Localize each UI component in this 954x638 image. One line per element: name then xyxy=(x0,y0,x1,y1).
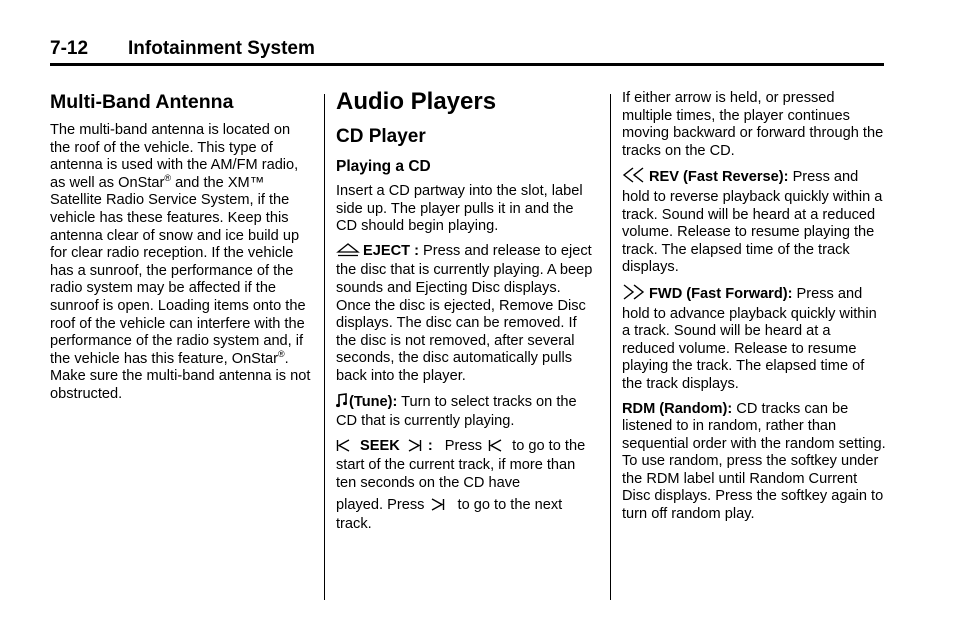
text: The multi-band antenna is located on the roof of the vehicle. This type of antenna is used with the AM/FM radio, as well as OnStar xyxy=(50,122,299,191)
paragraph-tune xyxy=(336,393,598,431)
heading-audio-players: Audio Players xyxy=(336,88,497,115)
seek-colon: : xyxy=(427,437,433,454)
paragraph-seek-cont xyxy=(336,497,598,534)
heading-playing-a-cd: Playing a CD xyxy=(336,158,431,175)
text: CD tracks can be listened to in random, rather than sequential order with the random setting. To use random, press the softkey under the RDM label until Random Current Disc displays. Press the softkey again to turn off random play. xyxy=(622,400,886,523)
music-note-icon xyxy=(336,393,348,414)
paragraph-arrow-held: If either arrow is held, or pressed multiple times, the player continues moving backward or forward through the tracks on the CD. xyxy=(622,90,884,159)
text: . Make sure the multi-band antenna is not obstructed. xyxy=(50,350,311,402)
column-divider xyxy=(324,94,325,600)
heading-multi-band-antenna: Multi-Band Antenna xyxy=(50,91,234,113)
paragraph-seek xyxy=(336,438,598,493)
tune-label: (Tune): xyxy=(349,393,398,410)
text: and the XM™ Satellite Radio Service System, if the vehicle has these features. Keep this antenna clear of snow and ice build up for clear radio reception. If the vehicle has a sunroof, the performance of the radio system may be affected if the sunroof is open. Loading items onto the roof of the vehicle can interfere with the performance of the radio system and, if the vehicle has this feature, OnStar xyxy=(50,174,306,367)
paragraph-eject xyxy=(336,243,598,386)
seek-forward-icon xyxy=(408,439,422,458)
seek-back-icon xyxy=(488,439,502,458)
column-1 xyxy=(50,90,312,411)
column-2 xyxy=(336,90,598,541)
paragraph-rev xyxy=(622,167,886,277)
eject-label: EJECT : xyxy=(363,242,419,259)
seek-forward-icon xyxy=(431,498,445,517)
text: to go to the start of the current track, if more than ten seconds on the CD have xyxy=(336,437,586,491)
seek-label: SEEK xyxy=(360,437,400,454)
page-number: 7-12 xyxy=(50,38,89,59)
column-divider xyxy=(610,94,611,600)
fast-forward-icon xyxy=(622,284,646,306)
section-title: Infotainment System xyxy=(128,38,315,59)
eject-icon xyxy=(336,243,360,263)
seek-back-icon xyxy=(336,439,350,458)
paragraph-antenna xyxy=(50,122,312,404)
text: Press and hold to advance playback quickly within a track. Sound will be heard at a reduced volume. Release to resume playing the track. The elapsed time of the track displays. xyxy=(622,285,877,392)
heading-cd-player: CD Player xyxy=(336,126,426,147)
text: Turn to select tracks on the CD that is currently playing. xyxy=(336,393,577,430)
rev-label: REV (Fast Reverse): xyxy=(649,169,789,186)
column-3 xyxy=(622,90,886,531)
registered-mark: ® xyxy=(164,172,172,183)
registered-mark: ® xyxy=(277,348,285,359)
rewind-icon xyxy=(622,167,646,189)
rdm-label: RDM (Random): xyxy=(622,400,733,417)
paragraph-fwd xyxy=(622,284,886,394)
text: Press and release to eject the disc that is currently playing. A beep sounds and Ejecting Disc displays. Once the disc is ejected, Remove Disc displays. The disc can be removed. If the disc is not removed, after several seconds, the disc automatically pulls back into the player. xyxy=(336,242,593,384)
text: Press xyxy=(440,437,483,454)
fwd-label: FWD (Fast Forward): xyxy=(649,285,793,302)
text: played. Press xyxy=(336,496,425,513)
paragraph-insert: Insert a CD partway into the slot, label side up. The player pulls it in and the CD should begin playing. xyxy=(336,183,583,235)
header-rule xyxy=(50,63,884,66)
text: to go to the next track. xyxy=(336,496,563,533)
text: Press and hold to reverse playback quickly within a track. Sound will be heard at a reduced volume. Release to resume playing the track. The elapsed time of the track displays. xyxy=(622,169,883,276)
paragraph-rdm xyxy=(622,401,886,524)
